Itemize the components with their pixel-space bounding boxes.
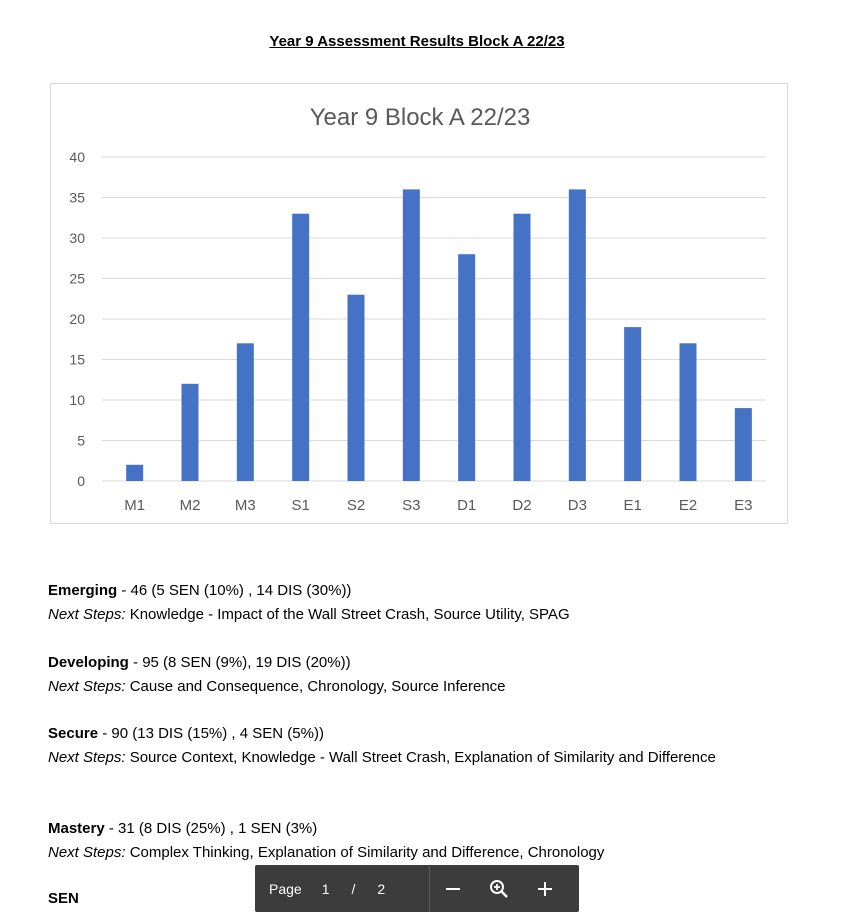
section-title: SEN — [48, 890, 79, 907]
next-steps-text: Complex Thinking, Explanation of Similarity and Difference, Chronology — [125, 844, 605, 861]
bar-e1 — [624, 327, 641, 481]
page-label: Page — [269, 880, 302, 897]
section-summary: - 46 (5 SEN (10%) , 14 DIS (30%)) — [117, 582, 352, 599]
x-tick-label: M2 — [179, 497, 201, 514]
total-pages: 2 — [377, 880, 386, 897]
next-steps-label: Next Steps: — [48, 749, 126, 766]
y-tick-label: 30 — [69, 230, 85, 246]
section-summary: - 90 (13 DIS (15%) , 4 SEN (5%)) — [98, 725, 324, 742]
plus-icon — [536, 880, 554, 898]
y-tick-label: 0 — [77, 473, 85, 489]
next-steps-text: Source Context, Knowledge - Wall Street Crash, Explanation of Similarity and Difference — [125, 749, 716, 766]
pdf-viewer-toolbar — [255, 865, 579, 912]
x-tick-label: E1 — [623, 497, 642, 514]
y-tick-label: 35 — [69, 189, 85, 206]
section-emerging — [48, 579, 808, 627]
chart-svg — [51, 84, 789, 525]
section-secure — [48, 722, 808, 770]
bar-e2 — [680, 343, 697, 481]
next-steps-text: Knowledge - Impact of the Wall Street Crash, Source Utility, SPAG — [125, 606, 570, 623]
section-summary: - 31 (8 DIS (25%) , 1 SEN (3%) — [104, 820, 318, 837]
y-tick-label: 5 — [77, 432, 85, 449]
section-summary: - 95 (8 SEN (9%), 19 DIS (20%)) — [128, 654, 351, 671]
bar-e3 — [735, 408, 752, 481]
x-tick-label: M1 — [124, 497, 146, 514]
bar-m1 — [126, 465, 143, 481]
x-tick-label: S3 — [402, 497, 421, 514]
zoom-out-button[interactable] — [430, 865, 476, 912]
section-title: Secure — [48, 725, 99, 742]
chart-title: Year 9 Block A 22/23 — [309, 104, 531, 131]
section-mastery — [48, 817, 808, 865]
zoom-in-button[interactable] — [522, 865, 568, 912]
bar-m3 — [237, 343, 254, 481]
next-steps-text: Cause and Consequence, Chronology, Source Inference — [125, 678, 506, 695]
section-title: Mastery — [48, 820, 105, 837]
bar-m2 — [182, 384, 199, 481]
y-tick-label: 40 — [69, 149, 85, 165]
y-tick-label: 20 — [69, 311, 85, 327]
section-developing — [48, 651, 808, 699]
zoom-icon — [489, 879, 509, 899]
next-steps-label: Next Steps: — [48, 678, 126, 695]
zoom-fit-button[interactable] — [476, 865, 522, 912]
y-tick-label: 15 — [69, 351, 85, 368]
y-tick-label: 10 — [69, 392, 85, 408]
bar-d2 — [514, 214, 531, 481]
y-tick-label: 25 — [69, 270, 85, 287]
x-tick-label: E3 — [734, 497, 753, 514]
bar-d1 — [458, 254, 475, 481]
x-tick-label: D3 — [567, 497, 587, 514]
minus-icon — [444, 880, 462, 898]
x-tick-label: S1 — [291, 497, 310, 514]
document-title: Year 9 Assessment Results Block A 22/23 — [269, 33, 565, 50]
bar-chart — [50, 83, 788, 524]
x-tick-label: D2 — [512, 497, 532, 514]
section-title: Emerging — [48, 582, 118, 599]
next-steps-label: Next Steps: — [48, 844, 126, 861]
x-tick-label: S2 — [346, 497, 366, 514]
bar-s2 — [348, 295, 365, 481]
x-tick-label: M3 — [234, 497, 256, 514]
bar-s1 — [292, 214, 309, 481]
page-indicator — [255, 881, 429, 897]
x-tick-label: D1 — [457, 497, 477, 514]
page-separator: / — [351, 880, 356, 897]
next-steps-label: Next Steps: — [48, 606, 126, 623]
bar-s3 — [403, 189, 420, 481]
section-title: Developing — [48, 654, 129, 671]
x-tick-label: E2 — [678, 497, 698, 514]
current-page-input[interactable]: 1 — [321, 880, 330, 897]
bar-d3 — [569, 189, 586, 481]
